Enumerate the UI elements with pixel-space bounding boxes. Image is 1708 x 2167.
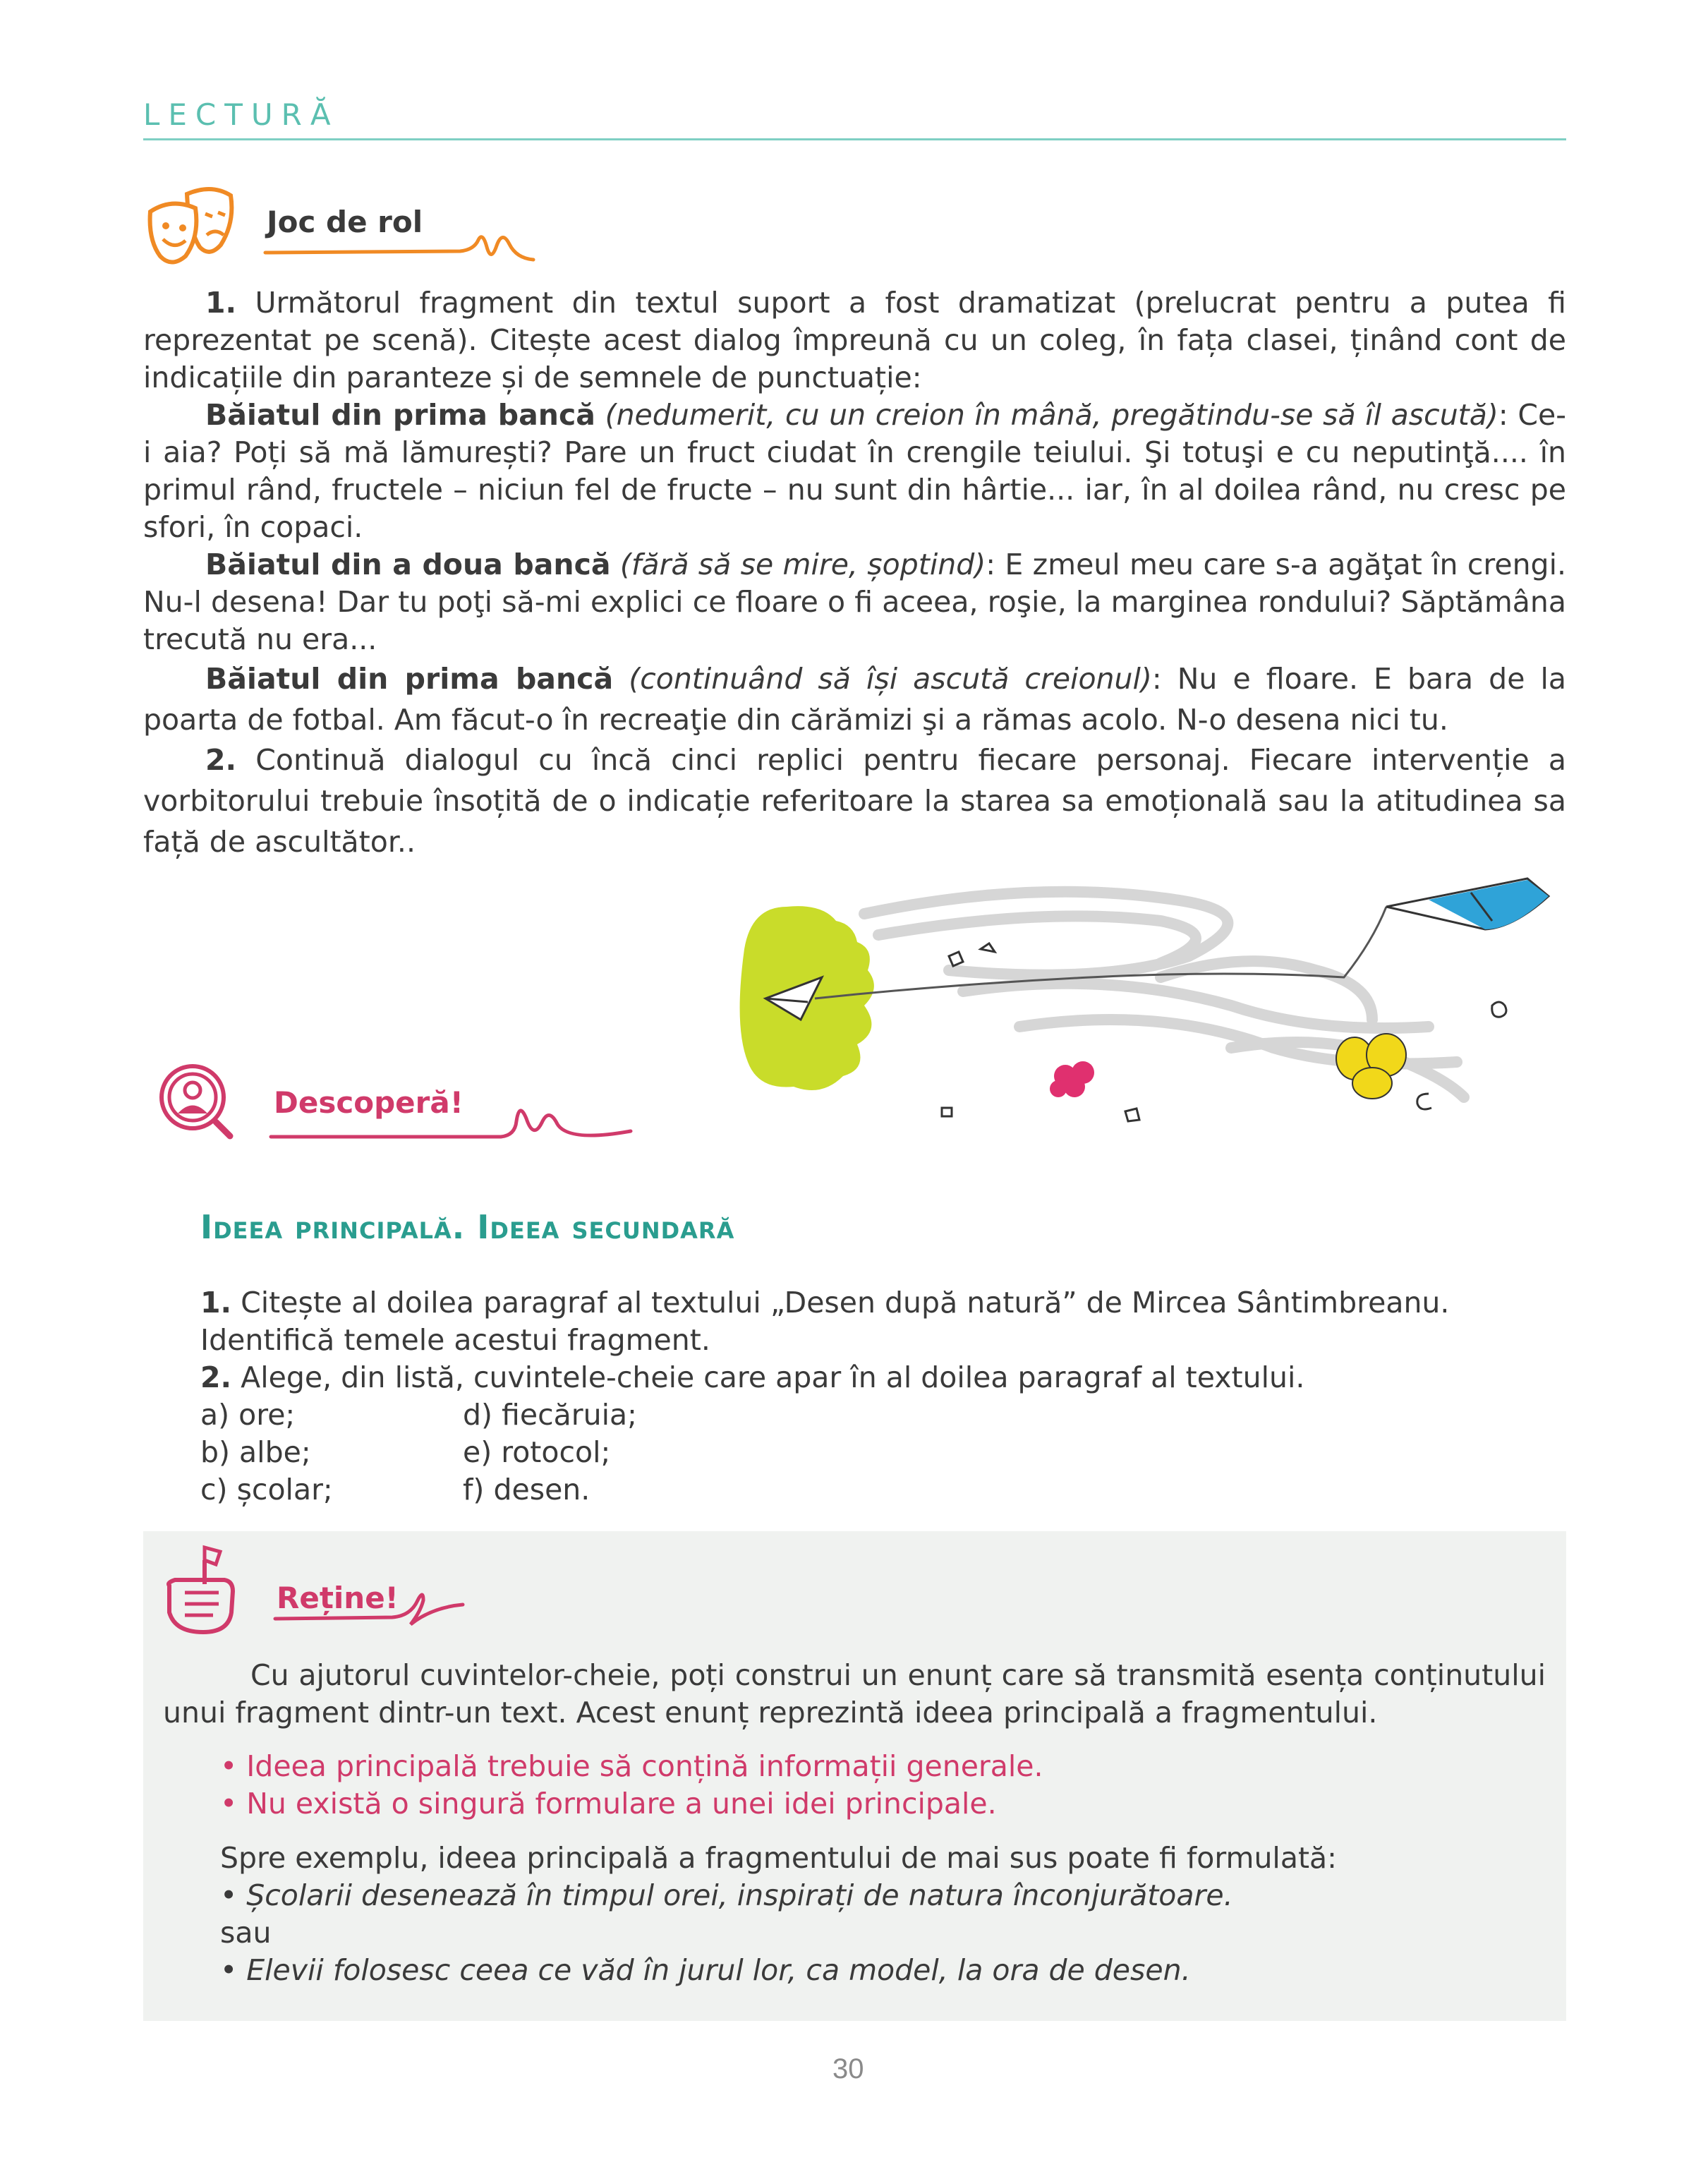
descopera-title: Descoperă! [274,1085,464,1120]
page-number: 30 [832,2053,864,2084]
masks-icon [145,180,236,268]
stage-direction: (continuând să își ascută creionul) [629,662,1152,696]
exercise-2-text [143,740,1566,862]
kite-illustration [737,864,1570,1133]
retine-paragraph: Cu ajutorul cuvintelor-cheie, poți construi un enunț care să transmită esența conținutului unui fragment dintr-un text. Acest enunț reprezintă ideea principală a fragmentului. [163,1658,1546,1730]
option-item: f) desen. [463,1473,590,1507]
retine-paragraph-block [163,1657,1546,1732]
orange-squiggle [262,226,538,268]
example-item: • Elevii folosesc ceea ce văd în jurul lor, ca model, la ora de desen. [220,1953,1191,1987]
joc-de-rol-title: Joc de rol [267,205,423,239]
discover-icon [154,1058,238,1143]
retine-examples [220,1840,1532,1989]
idea-heading: Ideea principală. Ideea secundară [200,1208,735,1246]
exercise-1-line2: Identifică temele acestui fragment. [200,1323,710,1357]
dialog-text: : Nu e floare. E bara de la poarta de fotbal. Am făcut-o în recreaţie din cărămizi şi a rămas acolo. N-o desena nici tu. [143,662,1566,737]
example-item: • Școlarii desenează în timpul orei, inspirați de natura înconjurătoare. [220,1878,1233,1912]
dialog-text: : Ce-i aia? Poți să mă lămurești? Pare un fruct ciudat în crengile teiului. Şi totuşi e cu neputinţă.... în primul rând, fructele – niciun fel de fructe – nu sunt din hârtie... iar, în al doilea rând, nu cresc pe sfori, în copaci. [143,398,1566,544]
descopera-exercises [200,1284,1541,1509]
exercise-text: Alege, din listă, cuvintele-cheie care apar în al doilea paragraf al textului. [241,1360,1305,1394]
dialog-line [143,397,1566,546]
speaker-name: Băiatul din prima bancă [205,398,595,432]
dialog-text: : E zmeul meu care s-a agăţat în crengi. Nu-l desena! Dar tu poţi să-mi explici ce floare o fi aceea, roşie, la marginea rondului? Săptămâna trecută nu era... [143,548,1567,656]
hand-icon [161,1542,238,1637]
header-divider [143,138,1566,140]
or-text: sau [220,1916,272,1950]
exercise-number: 1. [205,286,237,320]
retine-bullets [220,1748,1532,1823]
exercise-2-line [200,1359,1541,1396]
section-header: LECTURĂ [143,97,339,132]
bullet-item: • Nu există o singură formulare a unei idei principale. [220,1787,997,1821]
stage-direction: (nedumerit, cu un creion în mână, pregătindu-se să îl ascută) [605,398,1498,432]
pink-squiggle [272,1586,470,1629]
keyword-options [200,1396,1541,1509]
exercise-text: Continuă dialogul cu încă cinci replici pentru fiecare personaj. Fiecare intervenție a vorbitorului trebuie însoțită de o indicație referitoare la starea sa emoțională sau la atitudinea sa față de ascultător.. [143,743,1566,859]
dialog-line [143,658,1566,740]
option-item: a) ore; [200,1398,296,1432]
dialog-line [143,546,1566,658]
option-item: d) fiecăruia; [463,1398,637,1432]
pink-squiggle [268,1097,635,1154]
exercise-1-line [200,1284,1541,1322]
speaker-name: Băiatul din a doua bancă [205,548,611,581]
exercise-number: 2. [200,1360,232,1394]
option-item: c) școlar; [200,1473,333,1507]
exercise-1-block [143,284,1566,740]
exercise-text: Citește al doilea paragraf al textului „Desen după natură” de Mircea Sântimbreanu. [241,1286,1450,1320]
bullet-item: • Ideea principală trebuie să conțină informații generale. [220,1749,1043,1783]
stage-direction: (fără să se mire, șoptind) [619,548,986,581]
option-item: b) albe; [200,1435,311,1469]
speaker-name: Băiatul din prima bancă [205,662,614,696]
exercise-1-intro [143,284,1566,397]
retine-title: Reține! [277,1581,399,1615]
exercise-number: 1. [200,1286,232,1320]
exercise-text: Următorul fragment din textul suport a fost dramatizat (prelucrat pentru a putea fi reprezentat pe scenă). Citește acest dialog împreună cu un coleg, în fața clasei, ținând cont de indicațiile din paranteze și de semnele de punctuație: [143,286,1566,394]
exercise-2-block [143,740,1566,862]
example-intro: Spre exemplu, ideea principală a fragmentului de mai sus poate fi formulată: [220,1841,1337,1875]
option-item: e) rotocol; [463,1435,611,1469]
exercise-number: 2. [205,743,237,777]
